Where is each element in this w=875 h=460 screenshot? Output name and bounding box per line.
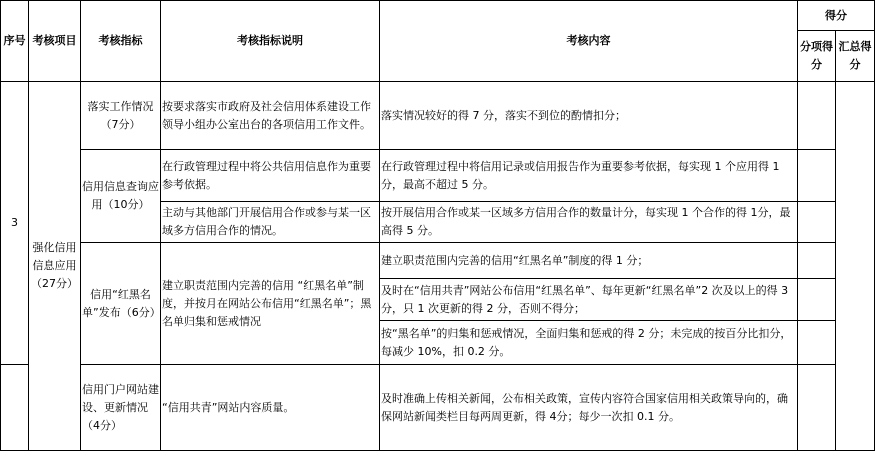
header-seq: 序号 bbox=[1, 1, 29, 82]
description-cell: 在行政管理过程中将公共信用信息作为重要参考依据。 bbox=[161, 150, 380, 202]
header-sub-score: 分项得分 bbox=[798, 31, 836, 82]
content-cell: 在行政管理过程中将信用记录或信用报告作为重要参考依据，每实现 1 个应用得 1 分，最高不超过 5 分。 bbox=[380, 150, 798, 202]
description-cell: “信用共青”网站内容质量。 bbox=[161, 365, 380, 451]
indicator-cell: 信用“红黑名单”发布（6分） bbox=[81, 243, 161, 365]
content-cell: 按“黑名单”的归集和惩戒情况，全面归集和惩戒的得 2 分；未完成的按百分比扣分，每减少 10%，扣 0.2 分。 bbox=[380, 321, 798, 365]
header-content: 考核内容 bbox=[380, 1, 798, 82]
content-cell: 及时准确上传相关新闻，公布相关政策，宣传内容符合国家信用相关政策导向的，确保网站新闻类栏目每两周更新，得 4分；每少一次扣 0.1 分。 bbox=[380, 365, 798, 451]
header-description: 考核指标说明 bbox=[161, 1, 380, 82]
indicator-cell: 信用信息查询应用（10分） bbox=[81, 150, 161, 243]
sub-score-cell bbox=[798, 279, 836, 321]
content-cell: 及时在“信用共青”网站公布信用“红黑名单”、每年更新“红黑名单”2 次及以上的得 3 分，只 1 次更新的得 2 分，否则不得分； bbox=[380, 279, 798, 321]
content-cell: 落实情况较好的得 7 分，落实不到位的酌情扣分； bbox=[380, 82, 798, 150]
header-total-score: 汇总得分 bbox=[836, 31, 875, 82]
header-item: 考核项目 bbox=[29, 1, 81, 82]
description-cell: 建立职责范围内完善的信用 “红黑名单”制度，并按月在网站公布信用“红黑名单”；黑名单归集和惩戒情况 bbox=[161, 243, 380, 365]
header-indicator: 考核指标 bbox=[81, 1, 161, 82]
section-seq: 3 bbox=[1, 82, 29, 365]
indicator-cell: 落实工作情况（7分） bbox=[81, 82, 161, 150]
header-score: 得分 bbox=[798, 1, 875, 31]
seq-empty-cell bbox=[1, 365, 29, 451]
sub-score-cell bbox=[798, 365, 836, 451]
sub-score-cell bbox=[798, 202, 836, 243]
description-cell: 按要求落实市政府及社会信用体系建设工作领导小组办公室出台的各项信用工作文件。 bbox=[161, 82, 380, 150]
sub-score-cell bbox=[798, 321, 836, 365]
content-cell: 建立职责范围内完善的信用“红黑名单”制度的得 1 分； bbox=[380, 243, 798, 279]
content-cell: 按开展信用合作或某一区域多方信用合作的数量计分，每实现 1 个合作的得 1分，最高得 5 分。 bbox=[380, 202, 798, 243]
total-score-cell bbox=[836, 82, 875, 451]
sub-score-cell bbox=[798, 150, 836, 202]
indicator-cell: 信用门户网站建设、更新情况（4分） bbox=[81, 365, 161, 451]
sub-score-cell bbox=[798, 243, 836, 279]
section-item: 强化信用信息应用（27分） bbox=[29, 82, 81, 451]
description-cell: 主动与其他部门开展信用合作或参与某一区域多方信用合作的情况。 bbox=[161, 202, 380, 243]
sub-score-cell bbox=[798, 82, 836, 150]
